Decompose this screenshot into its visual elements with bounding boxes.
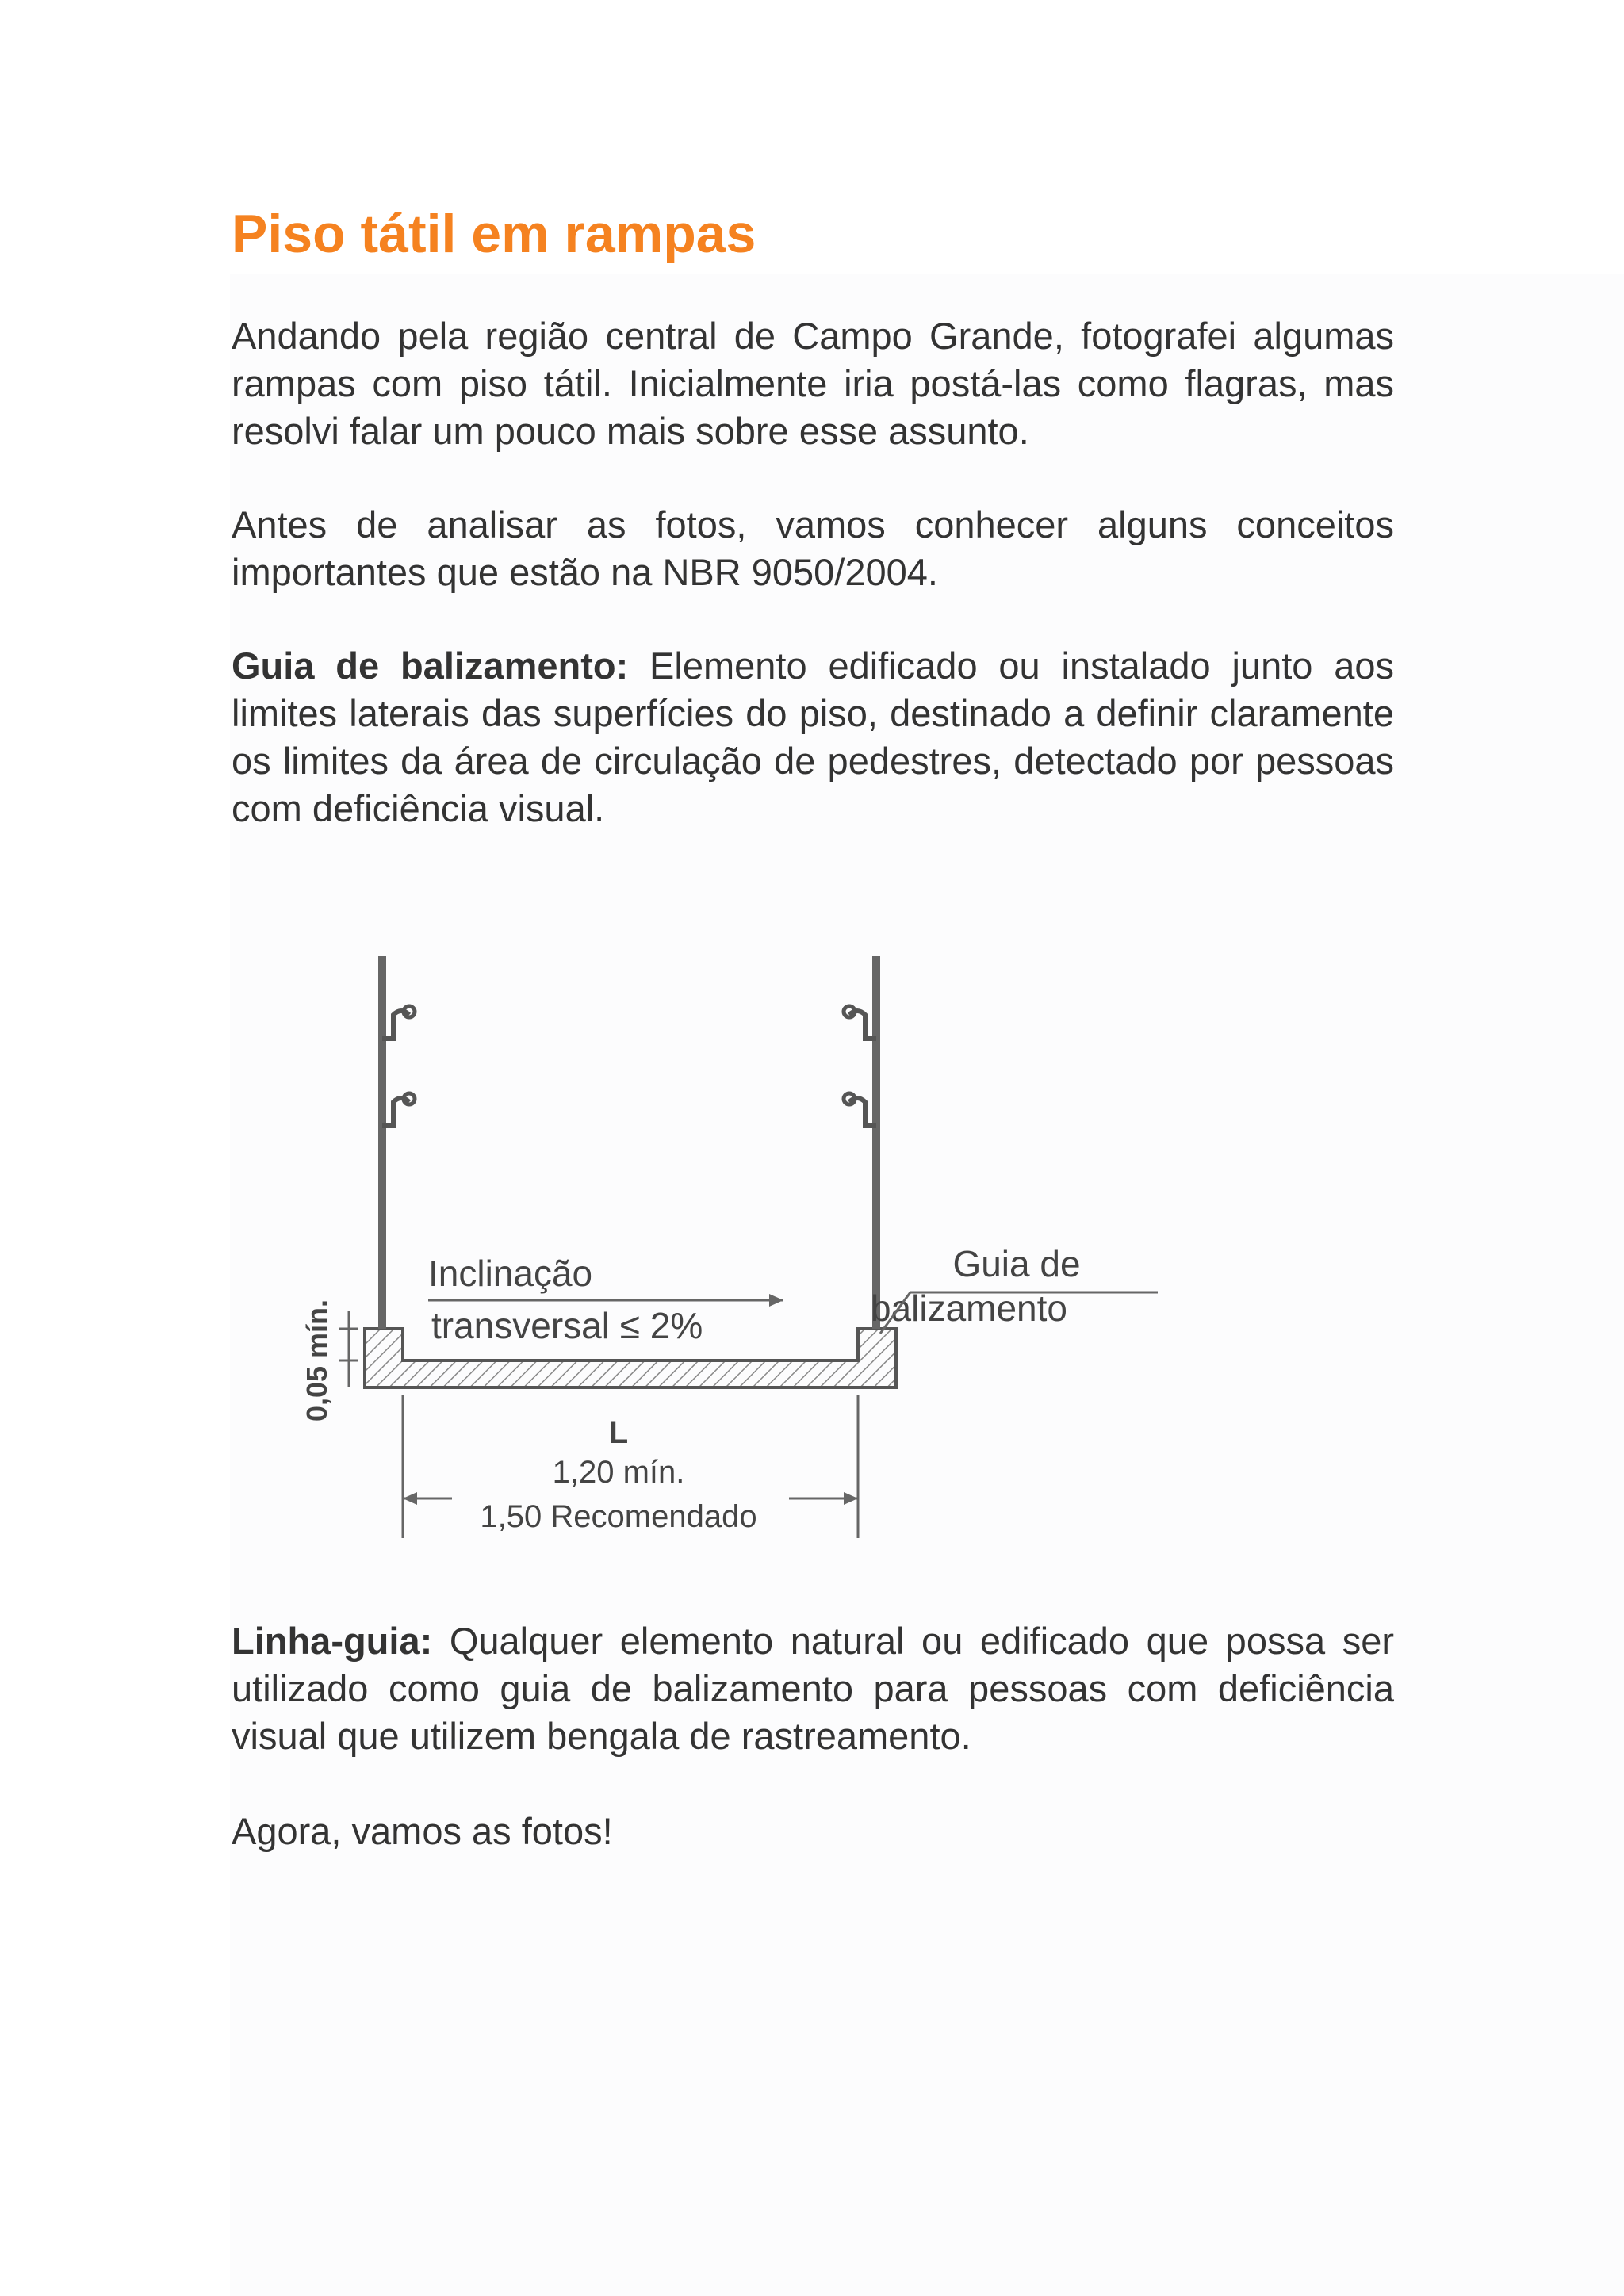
closing-paragraph: Agora, vamos as fotos! <box>232 1810 613 1852</box>
guide-label-line1: Guia de <box>952 1243 1081 1284</box>
linha-guia-term: Linha-guia: <box>232 1620 433 1662</box>
width-recommended-label: 1,50 Recomendado <box>480 1499 757 1534</box>
page-title: Piso tátil em rampas <box>232 204 756 264</box>
guia-balizamento-term: Guia de balizamento: <box>232 645 629 687</box>
diagram-svg <box>270 928 1189 1562</box>
guide-label-line2: balizamento <box>870 1288 1068 1329</box>
width-minimum-label: 1,20 mín. <box>552 1455 685 1490</box>
intro-paragraph: Andando pela região central de Campo Grande, fotografei algumas rampas com piso tátil. Inicialmente iria postá-las como flagras, mas resolvi falar um pouco mais sobre esse assunto. <box>232 315 1394 452</box>
slope-label-line1: Inclinação <box>428 1253 593 1294</box>
linha-guia-definition: Qualquer elemento natural ou edificado que possa ser utilizado como guia de balizamento para pessoas com deficiência visual que utilizem bengala de rastreamento. <box>232 1620 1394 1757</box>
height-dimension-label: 0,05 mín. <box>301 1299 333 1422</box>
width-arrowhead-right <box>844 1492 858 1505</box>
guia-balizamento-paragraph <box>232 642 1394 832</box>
ramp-cross-section-diagram <box>270 928 1189 1562</box>
slope-arrowhead <box>769 1294 783 1307</box>
guia-balizamento-definition: Elemento edificado ou instalado junto aos limites laterais das superfícies do piso, destinado a definir claramente os limites da área de circulação de pedestres, detectado por pessoas com deficiência visual. <box>232 645 1395 829</box>
width-symbol: L <box>608 1415 629 1450</box>
linha-guia-paragraph <box>232 1617 1394 1760</box>
concepts-paragraph: Antes de analisar as fotos, vamos conhecer alguns conceitos importantes que estão na NBR 9050/2004. <box>232 503 1394 593</box>
slope-label-line2: transversal ≤ 2% <box>431 1305 703 1346</box>
width-arrowhead-left <box>403 1492 417 1505</box>
